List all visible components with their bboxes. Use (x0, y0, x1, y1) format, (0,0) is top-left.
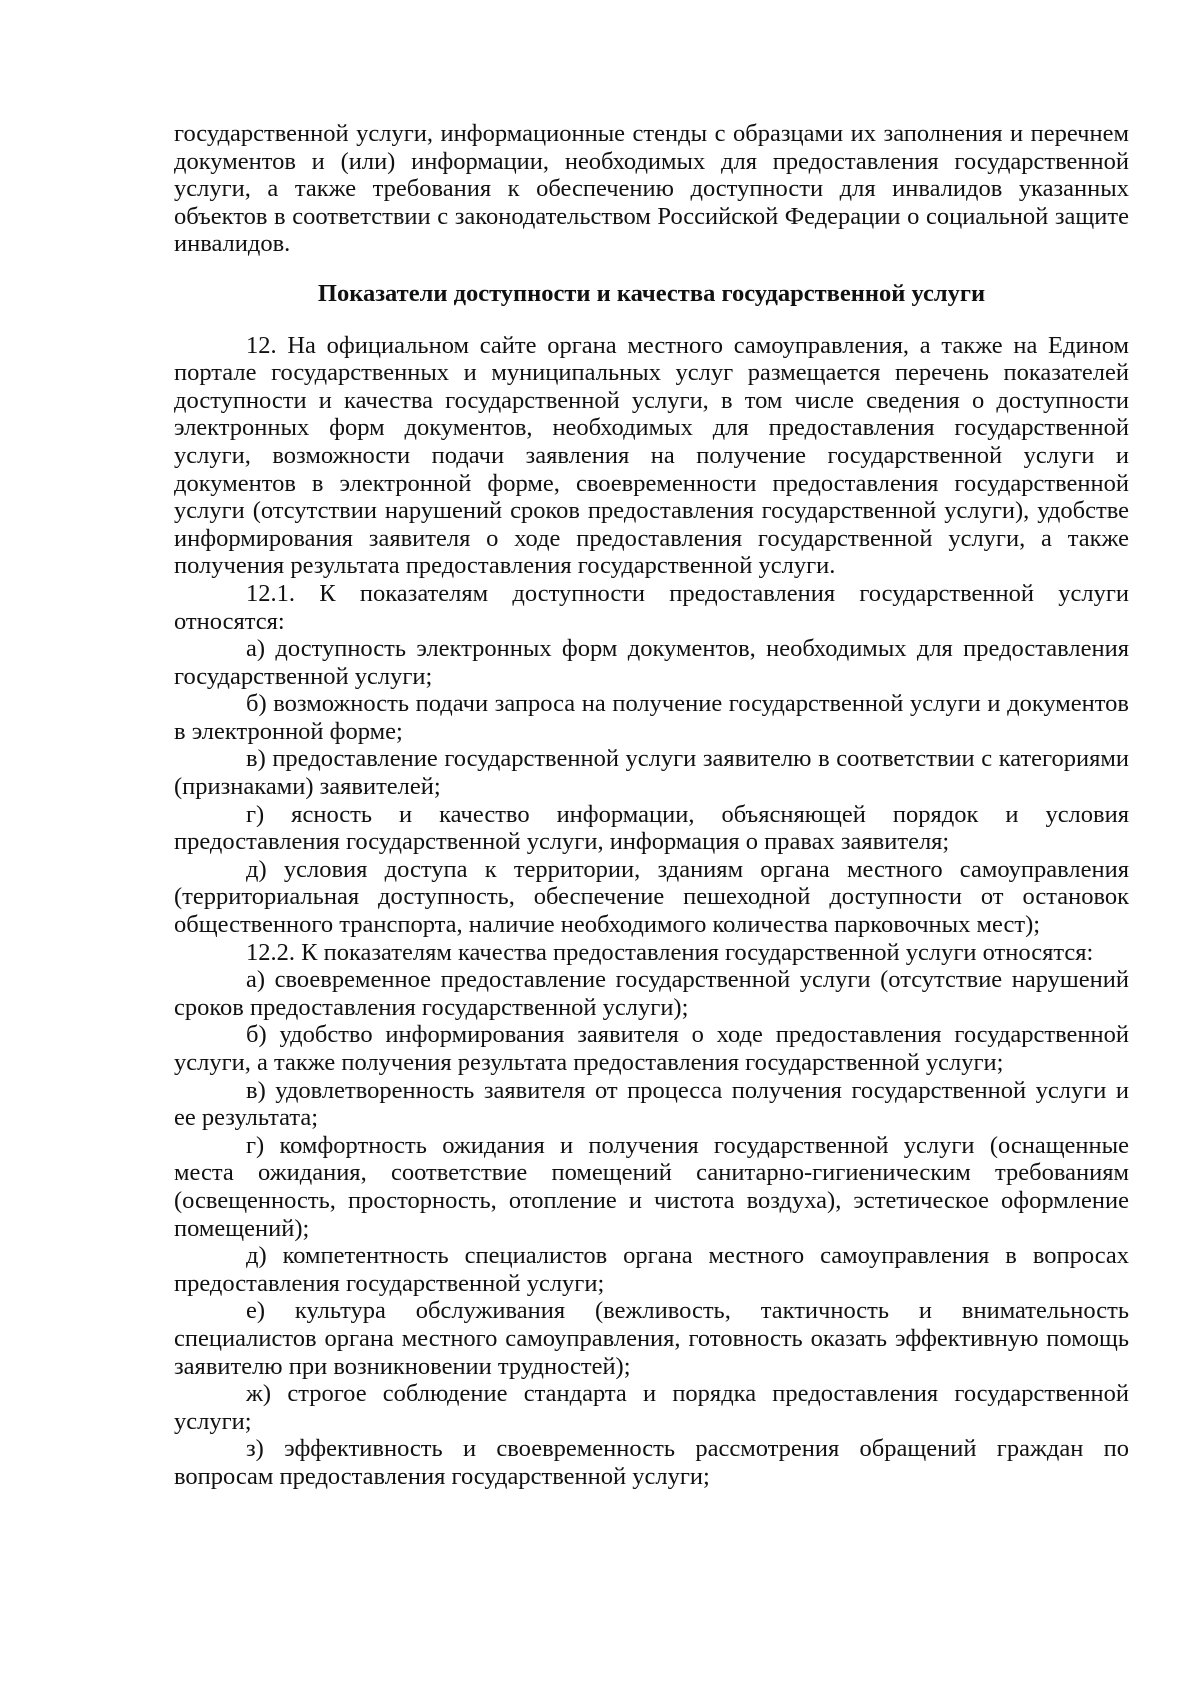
list-item-12-1-v: в) предоставление государственной услуги заявителю в соответствии с категориями (признаками) заявителей; (174, 745, 1129, 801)
list-item-12-1-a: а) доступность электронных форм документов, необходимых для предоставления государственной услуги; (174, 635, 1129, 690)
list-item-12-2-a: а) своевременное предоставление государственной услуги (отсутствие нарушений сроков предоставления государственной услуги); (174, 966, 1129, 1021)
list-item-12-2-e: е) культура обслуживания (вежливость, тактичность и внимательность специалистов органа местного самоуправления, готовность оказать эффективную помощь заявителю при возникновении трудностей); (174, 1297, 1129, 1380)
list-item-12-2-b: б) удобство информирования заявителя о ходе предоставления государственной услуги, а также получения результата предоставления государственной услуги; (174, 1021, 1129, 1076)
paragraph-12-1: 12.1. К показателям доступности предоставления государственной услуги относятся: (174, 579, 1129, 635)
paragraph-12-2: 12.2. К показателям качества предоставления государственной услуги относятся: (246, 938, 1094, 966)
list-item-12-1-b: б) возможность подачи запроса на получение государственной услуги и документов в электронной форме; (174, 690, 1129, 745)
list-item-12-2-z: з) эффективность и своевременность рассмотрения обращений граждан по вопросам предоставления государственной услуги; (174, 1435, 1129, 1490)
document-page (174, 120, 1129, 1491)
list-item-12-2-zh: ж) строгое соблюдение стандарта и порядка предоставления государственной услуги; (174, 1380, 1129, 1435)
list-item-12-2-g: г) комфортность ожидания и получения государственной услуги (оснащенные места ожидания, соответствие помещений санитарно-гигиеническим требованиям (освещенность, просторность, отопление и чистота воздуха), эстетическое оформление помещений); (174, 1131, 1129, 1242)
list-item-12-1-g: г) ясность и качество информации, объясняющей порядок и условия предоставления государственной услуги, информация о правах заявителя; (174, 800, 1129, 856)
list-item-12-2-d: д) компетентность специалистов органа местного самоуправления в вопросах предоставления государственной услуги; (174, 1242, 1129, 1297)
intro-paragraph: государственной услуги, информационные стенды с образцами их заполнения и перечнем документов и (или) информации, необходимых для предоставления государственной услуги, а также требования к обеспечению доступности для инвалидов указанных объектов в соответствии с законодательством Российской Федерации о социальной защите инвалидов. (174, 120, 1129, 258)
paragraph-12: 12. На официальном сайте органа местного самоуправления, а также на Едином портале государственных и муниципальных услуг размещается перечень показателей доступности и качества государственной услуги, в том числе сведения о доступности электронных форм документов, необходимых для предоставления государственной услуги, возможности подачи заявления на получение государственной услуги и документов в электронной форме, своевременности предоставления государственной услуги (отсутствии нарушений сроков предоставления государственной услуги), удобстве информирования заявителя о ходе предоставления государственной услуги, а также получения результата предоставления государственной услуги. (174, 331, 1129, 580)
section-heading: Показатели доступности и качества государственной услуги (317, 279, 986, 307)
list-item-12-2-v: в) удовлетворенность заявителя от процесса получения государственной услуги и ее результата; (174, 1076, 1129, 1132)
list-item-12-1-d: д) условия доступа к территории, зданиям органа местного самоуправления (территориальная доступность, обеспечение пешеходной доступности от остановок общественного транспорта, наличие необходимого количества парковочных мест); (174, 855, 1129, 939)
